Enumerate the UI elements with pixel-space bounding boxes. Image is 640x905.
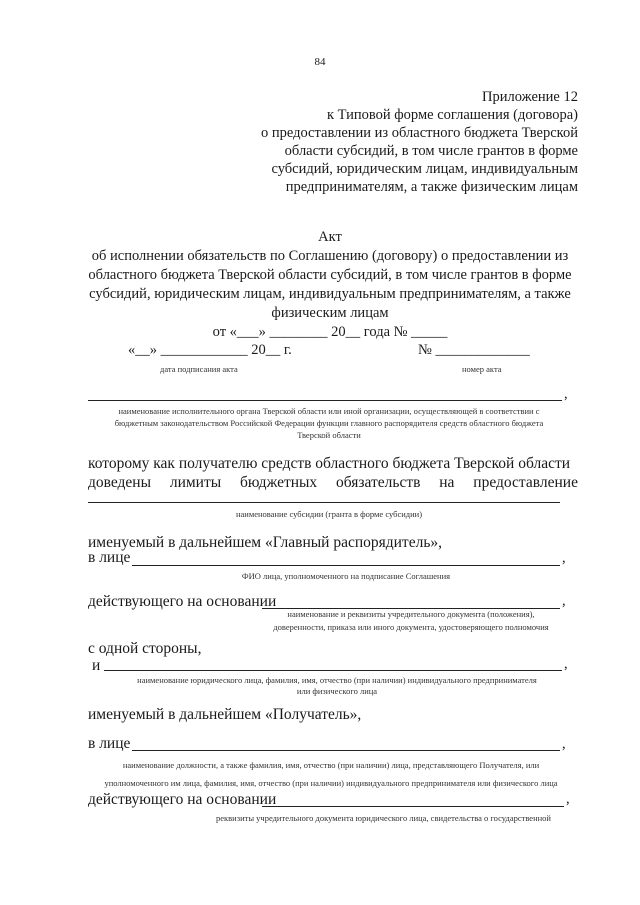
word: доведены [88, 474, 152, 491]
word: предоставление [473, 474, 578, 491]
caption-line: наименование должности, а также фамилия, имя, отчество (при наличии) лица, представляющего Получателя, или [122, 760, 540, 770]
appendix-line: предпринимателям, а также физическим лицам [285, 179, 578, 195]
appendix-line: о предоставлении из областного бюджета Тверской [260, 125, 578, 141]
chief-text: именуемый в дальнейшем «Главный распорядитель», [88, 534, 443, 551]
appendix-header [218, 88, 578, 196]
authority-comma: , [564, 386, 568, 402]
word: обязательств [336, 474, 421, 491]
one-side-text: с одной стороны, [88, 640, 202, 657]
caption-line: уполномоченного им лица, фамилия, имя, отчество (при наличии) индивидуального предпринимателя или физического лица [104, 778, 558, 788]
subsidy-caption: наименование субсидии (гранта в форме субсидии) [235, 509, 423, 519]
basis2-fill-line [262, 806, 564, 807]
subsidy-fill-line [88, 502, 560, 503]
receiver-in-person: в лице [88, 735, 131, 752]
act-number-caption: номер акта [462, 364, 502, 374]
word: бюджетных [240, 474, 318, 491]
caption-line: наименование исполнительного органа Тверской области или иной организации, осуществляющей в соответствии с [118, 406, 540, 416]
basis1-label: действующего на основании [88, 593, 277, 610]
appendix-line: области субсидий, в том числе грантов в форме [284, 143, 578, 159]
party-fill-line [104, 670, 562, 671]
title-line: субсидий, юридическим лицам, индивидуальным предпринимателям, а также [89, 286, 571, 302]
chief-fill-line [132, 565, 560, 566]
receiver-text: именуемый в дальнейшем «Получатель», [88, 706, 362, 723]
caption-line: наименование и реквизиты учредительного документа (положения), [287, 609, 535, 619]
appendix-line: субсидий, юридическим лицам, индивидуальным [271, 161, 578, 177]
caption-line: доверенности, приказа или иного документа, удостоверяющего полномочия [273, 622, 549, 632]
caption-line: бюджетным законодательством Российской Федерации функции главного распорядителя средств областного бюджета [114, 418, 544, 428]
act-date-field: «__» ____________ 20__ г. [128, 342, 292, 358]
title-line: Акт [318, 229, 342, 245]
party-comma: , [564, 656, 568, 672]
recipient-text-line2 [88, 474, 578, 492]
title-line: областного бюджета Тверской области субсидий, в том числе грантов в форме [88, 267, 572, 283]
receiver-comma: , [562, 736, 566, 752]
receiver-caption [84, 756, 578, 792]
basis2-comma: , [566, 791, 570, 807]
appendix-line: Приложение 12 [482, 89, 578, 105]
basis1-comma: , [562, 593, 566, 609]
caption-line: наименование юридического лица, фамилия, имя, отчество (при наличии) индивидуального предпринимателя [137, 675, 537, 685]
authority-caption [88, 405, 570, 441]
title-line: от «___» ________ 20__ года № _____ [212, 324, 448, 340]
caption-line: Тверской области [297, 430, 361, 440]
word: на [439, 474, 455, 491]
title-line: об исполнении обязательств по Соглашению (договору) о предоставлении из [91, 248, 569, 264]
appendix-line: к Типовой форме соглашения (договора) [326, 107, 578, 123]
basis1-caption [252, 608, 570, 634]
page-number: 84 [314, 56, 326, 68]
party-caption [104, 675, 570, 697]
party-and: и [92, 657, 101, 674]
word: лимиты [169, 474, 222, 491]
basis2-caption: реквизиты учредительного документа юридического лица, свидетельства о государственной [216, 813, 551, 823]
receiver-fill-line [132, 750, 560, 751]
title-line: физическим лицам [271, 305, 389, 321]
chief-comma: , [562, 550, 566, 566]
act-number-field: № _____________ [418, 342, 530, 358]
chief-caption: ФИО лица, уполномоченного на подписание Соглашения [241, 571, 451, 581]
authority-fill-line [88, 400, 562, 401]
caption-line: или физического лица [296, 686, 378, 696]
recipient-text-line1: которому как получателю средств областного бюджета Тверской области [88, 455, 571, 472]
chief-in-person: в лице [88, 549, 131, 566]
basis2-label: действующего на основании [88, 791, 277, 808]
document-title [70, 228, 590, 342]
act-date-caption: дата подписания акта [160, 364, 238, 374]
